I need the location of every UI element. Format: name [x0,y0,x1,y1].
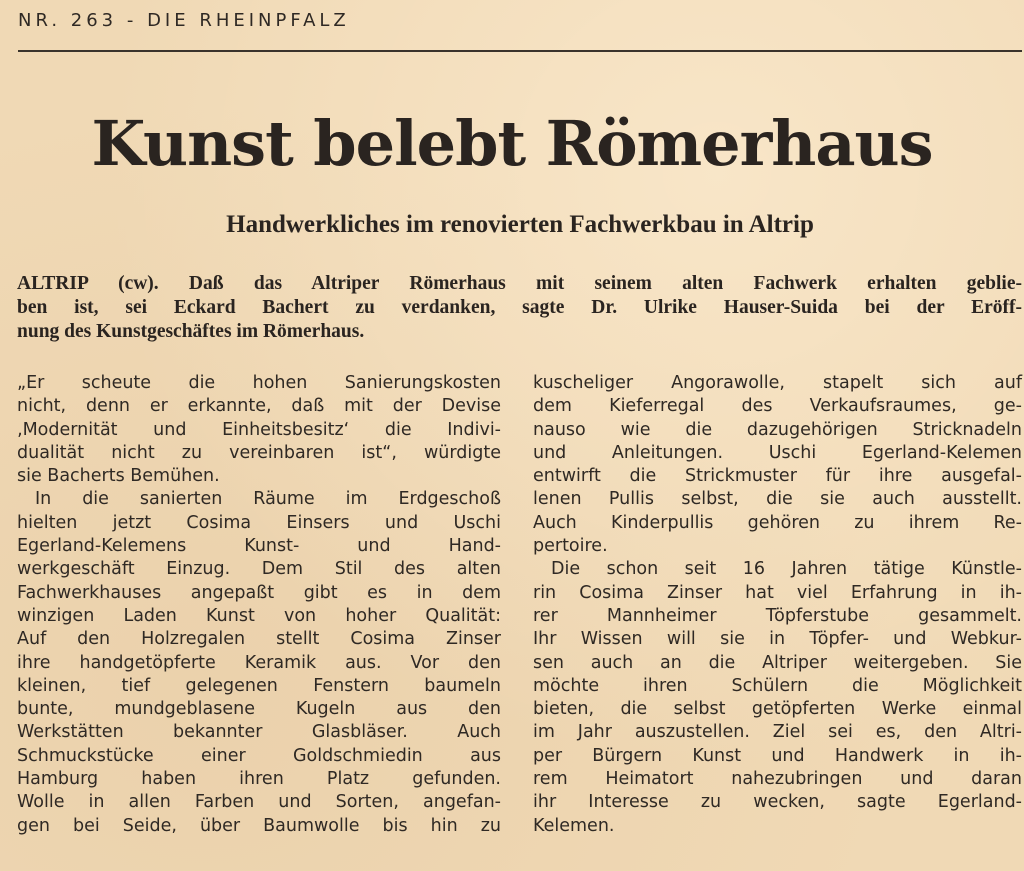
column-line: rem Heimatort nahezubringen und daran [533,769,1022,790]
article-headline: Kunst belebt Römerhaus [91,107,933,180]
column-line: pertoire. [533,536,608,557]
column-line: kleinen, tief gelegenen Fenstern baumeln [17,675,501,696]
masthead: NR. 263 - DIE RHEINPFALZ [18,10,350,31]
column-line: im Jahr auszustellen. Ziel sei es, den Altri- [533,722,1022,743]
column-line: „Er scheute die hohen Sanierungskosten [17,373,501,393]
column-line: per Bürgern Kunst und Handwerk in ih- [533,745,1022,766]
article-lead [17,272,1022,344]
column-line: sen auch an die Altriper weitergeben. Sie [533,652,1022,673]
article-subheadline: Handwerkliches im renovierten Fachwerkbau in Altrip [226,211,814,238]
column-line: rin Cosima Zinser hat viel Erfahrung in ih- [533,582,1022,603]
column-line: lenen Pullis selbst, die sie auch ausstellt. [533,489,1022,510]
column-line: kuscheliger Angorawolle, stapelt sich auf [533,373,1022,393]
column-line: Fachwerkhauses angepaßt gibt es in dem [17,582,501,603]
column-line: Kelemen. [533,815,615,836]
lead-line: ben ist, sei Eckard Bachert zu verdanken, sagte Dr. Ulrike Hauser-Suida bei der Eröff- [17,297,1022,318]
column-line: sie Bacherts Bemühen. [17,466,220,487]
column-line: ihr Interesse zu wecken, sagte Egerland- [533,792,1022,813]
column-line: Die schon seit 16 Jahren tätige Künstle- [551,559,1022,580]
column-line: dualität nicht zu vereinbaren ist“, würdigte [17,442,501,463]
article-column-right [533,372,1022,838]
column-line: Ihr Wissen will sie in Töpfer- und Webkur- [533,629,1022,650]
column-line: dem Kieferregal des Verkaufsraumes, ge- [533,396,1022,417]
column-line: hielten jetzt Cosima Einsers und Uschi [17,512,501,533]
column-line: gen bei Seide, über Baumwolle bis hin zu [17,815,501,836]
column-line: bieten, die selbst getöpferten Werke einmal [533,699,1022,720]
column-line: Hamburg haben ihren Platz gefunden. [17,769,501,790]
column-line: Auf den Holzregalen stellt Cosima Zinser [17,629,501,650]
column-line: nicht, denn er erkannte, daß mit der Devise [17,396,501,417]
column-line: nauso wie die dazugehörigen Stricknadeln [533,419,1022,440]
column-line: und Anleitungen. Uschi Egerland-Kelemen [533,442,1022,463]
column-line: Schmuckstücke einer Goldschmiedin aus [17,745,501,766]
column-line: Egerland-Kelemens Kunst- und Hand- [17,536,501,557]
column-line: winzigen Laden Kunst von hoher Qualität: [17,605,501,626]
column-line: In die sanierten Räume im Erdgeschoß [35,489,501,510]
column-line: ihre handgetöpferte Keramik aus. Vor den [17,652,501,673]
lead-line: ALTRIP (cw). Daß das Altriper Römerhaus mit seinem alten Fachwerk erhalten geblie- [17,273,1022,294]
lead-line: nung des Kunstgeschäftes im Römerhaus. [17,321,365,342]
column-line: ‚Modernität und Einheitsbesitz‘ die Indivi- [17,419,501,440]
column-line: bunte, mundgeblasene Kugeln aus den [17,699,501,720]
masthead-rule [18,50,1022,52]
column-line: Werkstätten bekannter Glasbläser. Auch [17,722,501,743]
column-line: möchte ihren Schülern die Möglichkeit [533,675,1022,696]
column-line: Auch Kinderpullis gehören zu ihrem Re- [533,512,1022,533]
column-line: rer Mannheimer Töpferstube gesammelt. [533,605,1022,626]
column-line: werkgeschäft Einzug. Dem Stil des alten [17,559,501,580]
article-column-left [17,372,501,838]
column-line: Wolle in allen Farben und Sorten, angefan- [17,792,501,813]
column-line: entwirft die Strickmuster für ihre ausgefal- [533,466,1022,487]
